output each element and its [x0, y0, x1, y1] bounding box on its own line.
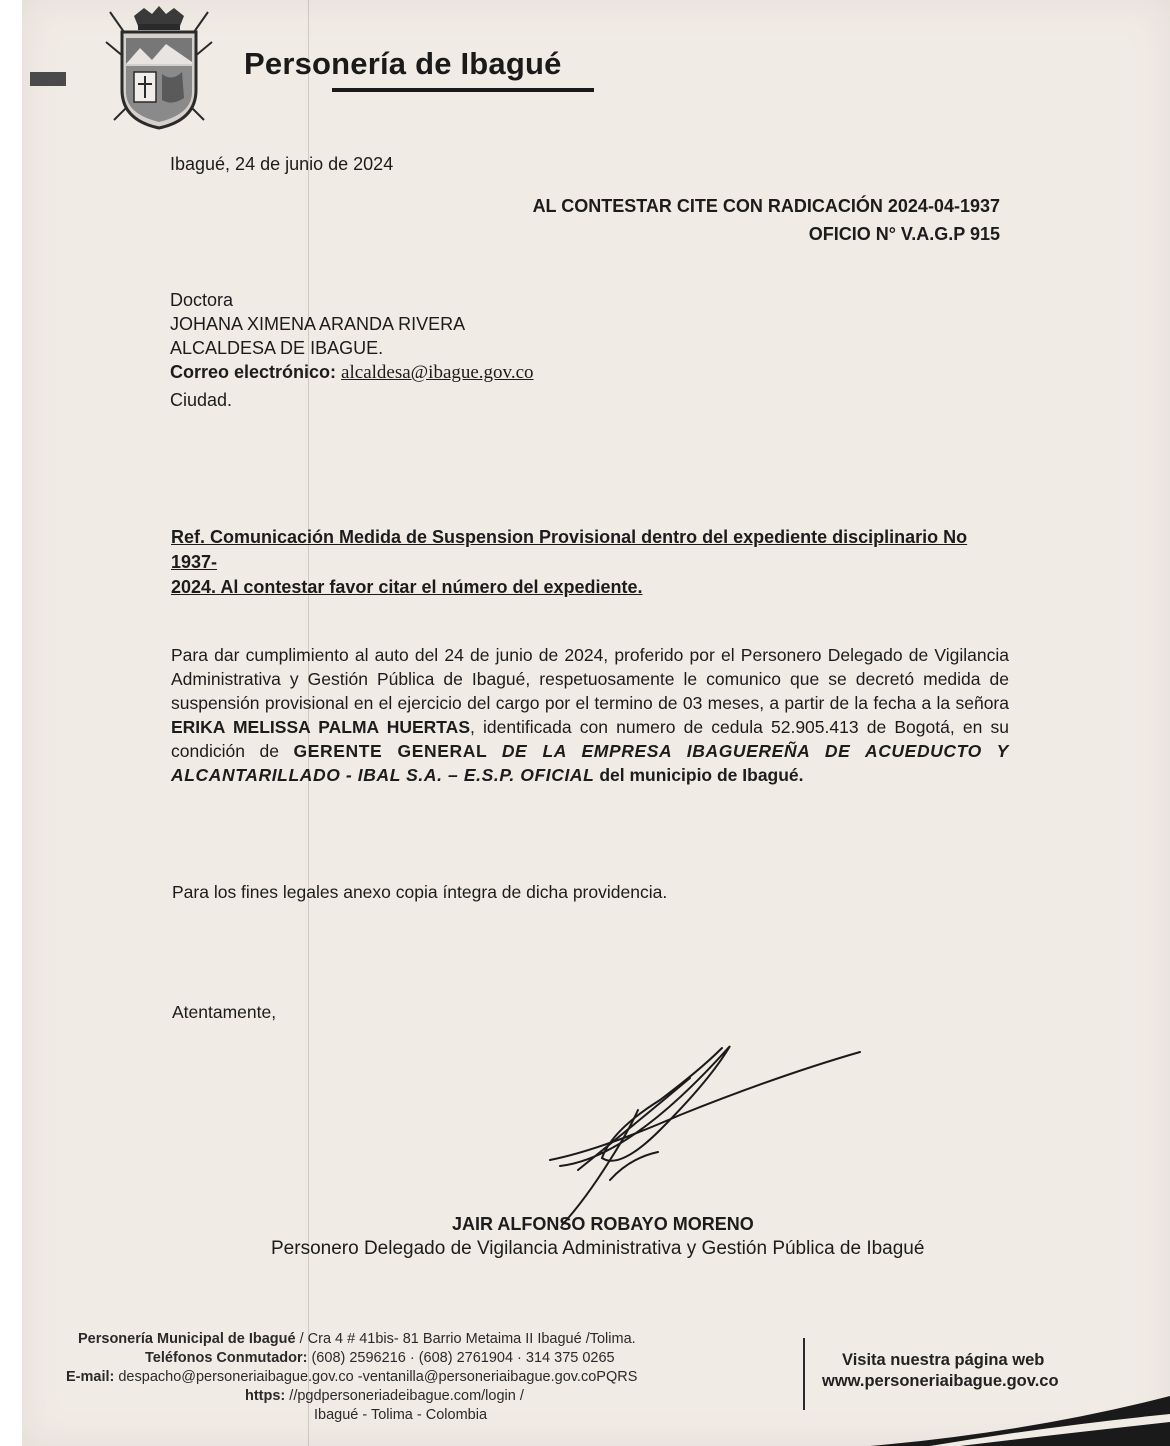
footer-location: Ibagué - Tolima - Colombia [314, 1407, 488, 1423]
p1-role: GERENTE GENERAL [293, 741, 488, 761]
org-header-title: Personería de Ibagué [244, 46, 562, 81]
footer-phones-line [145, 1350, 615, 1366]
closing-salutation: Atentamente, [172, 1002, 277, 1022]
footer-email-label: E-mail: [66, 1369, 115, 1385]
footer-org-label: Personería Municipal de Ibagué [78, 1331, 296, 1347]
email-label: Correo electrónico: [170, 362, 337, 382]
scan-edge-mark [30, 72, 66, 86]
coat-of-arms-logo [100, 2, 218, 130]
reference-line-2: 2024. Al contestar favor citar el número del expediente. [171, 577, 643, 597]
footer-url[interactable]: //pgdpersoneriadeibague.com/login / [285, 1388, 524, 1404]
body-paragraph-2: Para los fines legales anexo copia íntegra de dicha providencia. [172, 882, 668, 902]
footer-url-line [245, 1388, 524, 1404]
p1-text-start: Para dar cumplimiento al auto del 24 de junio de 2024, proferido por el Personero Delegado de Vigilancia Administrativa y Gestión Pública de Ibagué, respetuosamente le comunico que se decretó medida de suspensión provisional en el ejercicio del cargo por el termino de 03 meses, a partir de la fecha a la señora [171, 645, 1009, 713]
p1-space [487, 741, 502, 761]
p1-text-end: del municipio de Ibagué. [594, 765, 804, 785]
radicacion-number: AL CONTESTAR CITE CON RADICACIÓN 2024-04-1937 [532, 196, 1000, 216]
footer-visit-label: Visita nuestra página web [842, 1351, 1045, 1369]
oficio-number: OFICIO N° V.A.G.P 915 [808, 224, 1000, 244]
reference-block [171, 525, 991, 600]
footer-phones: (608) 2596216 · (608) 2761904 · 314 375 0265 [307, 1350, 615, 1366]
footer-corner-swoosh [870, 1392, 1170, 1446]
p1-company: DE LA EMPRESA IBAGUEREÑA DE ACUEDUCTO Y ALCANTARILLADO - IBAL S.A. – E.S.P. OFICIAL [171, 741, 1009, 785]
footer-divider [803, 1338, 805, 1410]
reference-line-1: Ref. Comunicación Medida de Suspension Provisional dentro del expediente disciplinario No 1937- [171, 527, 968, 572]
footer-emails[interactable]: despacho@personeriaibague.gov.co -ventanilla@personeriaibague.gov.coPQRS [114, 1369, 638, 1385]
footer-email-line [66, 1369, 637, 1385]
footer-phones-label: Teléfonos Conmutador: [145, 1350, 308, 1366]
footer-https-label: https: [245, 1388, 286, 1404]
recipient-name: JOHANA XIMENA ARANDA RIVERA [170, 314, 466, 334]
footer-address-line [78, 1331, 636, 1347]
footer-address: / Cra 4 # 41bis- 81 Barrio Metaima II Ibagué /Tolima. [295, 1331, 636, 1347]
p1-text-middle: , identificada con numero de cedula 52.905.413 de Bogotá, en su condición de [171, 717, 1009, 761]
body-paragraph-1 [171, 643, 1009, 787]
signer-name: JAIR ALFONSO ROBAYO MORENO [452, 1214, 754, 1234]
recipient-email-link[interactable]: alcaldesa@ibague.gov.co [341, 362, 534, 383]
recipient-title: Doctora [170, 290, 234, 310]
recipient-city: Ciudad. [170, 390, 233, 410]
header-underline [332, 88, 594, 92]
recipient-position: ALCALDESA DE IBAGUE. [170, 338, 384, 358]
footer-website-link[interactable]: www.personeriaibague.gov.co [822, 1372, 1059, 1390]
signer-position: Personero Delegado de Vigilancia Administrativa y Gestión Pública de Ibagué [271, 1238, 925, 1259]
p1-person-name: ERIKA MELISSA PALMA HUERTAS [171, 717, 470, 737]
recipient-email-line [170, 362, 534, 384]
letter-date: Ibagué, 24 de junio de 2024 [170, 154, 394, 174]
handwritten-signature [540, 1040, 870, 1230]
